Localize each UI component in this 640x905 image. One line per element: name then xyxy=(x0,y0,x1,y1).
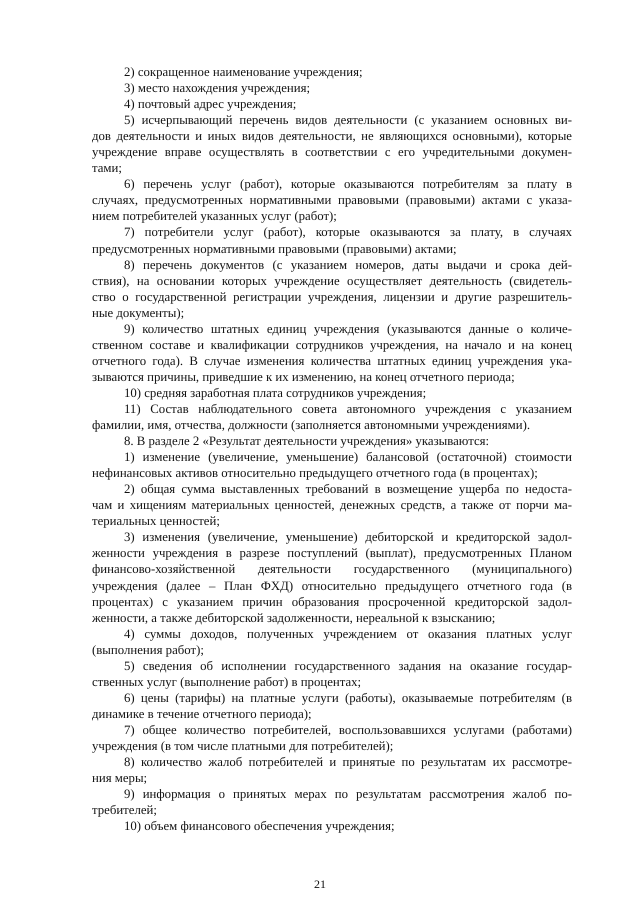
document-body xyxy=(92,64,572,834)
text-line: 7) общее количество потребителей, воспользовавшихся услугами (работами) xyxy=(124,722,572,737)
text-line: ные документы); xyxy=(92,305,185,320)
text-line: предусмотренных нормативными правовыми (правовыми) актами; xyxy=(92,241,457,256)
text-line: 5) исчерпывающий перечень видов деятельности (с указанием основных ви- xyxy=(124,113,572,128)
text-line: 6) перечень услуг (работ), которые оказываются потребителям за плату в xyxy=(124,177,572,192)
text-line: 8) перечень документов (с указанием номеров, даты выдачи и срока дей- xyxy=(124,257,572,272)
text-line: дов деятельности и иных видов деятельности, не являющихся основными), которые xyxy=(92,129,572,144)
text-line: процентах) с указанием причин образования просроченной кредиторской задол- xyxy=(92,594,572,609)
text-line: ствия), на основании которых учреждение осуществляет деятельность (свидетель- xyxy=(92,273,572,288)
text-line: случаях, предусмотренных нормативными правовыми (правовыми) актами с указа- xyxy=(92,193,572,208)
text-line: 7) потребители услуг (работ), которые оказываются за плату, в случаях xyxy=(124,225,572,240)
text-line: нием потребителей указанных услуг (работ); xyxy=(92,209,337,224)
text-line: женности учреждения в разрезе поступлений (выплат), предусмотренных Планом xyxy=(92,546,572,561)
text-line: 10) средняя заработная плата сотрудников учреждения; xyxy=(124,385,427,400)
text-line: 8. В разделе 2 «Результат деятельности учреждения» указываются: xyxy=(124,434,490,449)
text-line: учреждения (далее – План ФХД) относительно предыдущего отчетного года (в xyxy=(92,578,572,593)
text-line: 8) количество жалоб потребителей и принятые по результатам их рассмотре- xyxy=(124,755,572,770)
text-line: 9) количество штатных единиц учреждения (указываются данные о количе- xyxy=(124,321,572,336)
text-line: требителей; xyxy=(92,803,157,818)
text-line: 2) сокращенное наименование учреждения; xyxy=(124,65,363,79)
page-number: 21 xyxy=(314,877,326,891)
text-line: териальных ценностей; xyxy=(92,514,220,529)
text-line: зываются причины, приведшие к их изменению, на конец отчетного периода; xyxy=(92,369,515,384)
text-line: 9) информация о принятых мерах по результатам рассмотрения жалоб по- xyxy=(124,787,572,802)
text-line: динамике в течение отчетного периода); xyxy=(92,706,312,721)
text-line: 5) сведения об исполнении государственного задания на оказание государ- xyxy=(124,658,572,673)
text-line: 3) изменения (увеличение, уменьшение) дебиторской и кредиторской задол- xyxy=(124,530,572,545)
text-line: 4) почтовый адрес учреждения; xyxy=(124,97,297,112)
text-line: ния меры; xyxy=(92,771,148,786)
text-line: ственном составе и квалификации сотрудников учреждения, на начало и на конец xyxy=(92,337,572,352)
text-line: 10) объем финансового обеспечения учреждения; xyxy=(124,819,395,834)
text-line: 2) общая сумма выставленных требований в возмещение ущерба по недоста- xyxy=(124,482,572,497)
text-line: 6) цены (тарифы) на платные услуги (работы), оказываемые потребителям (в xyxy=(124,690,572,705)
text-line: фамилии, имя, отчества, должности (заполняется автономными учреждениями). xyxy=(92,418,531,433)
text-line: учреждение вправе осуществлять в соответствии с его учредительными докумен- xyxy=(92,145,572,160)
text-line: 11) Состав наблюдательного совета автономного учреждения с указанием xyxy=(124,401,572,416)
text-line: ственных услуг (выполнение работ) в процентах; xyxy=(92,674,362,689)
text-line: тами; xyxy=(92,161,122,176)
text-line: чам и хищениям материальных ценностей, денежных средств, а также от порчи ма- xyxy=(92,498,572,513)
text-line: нефинансовых активов относительно предыдущего отчетного года (в процентах); xyxy=(92,466,538,481)
text-line: 1) изменение (увеличение, уменьшение) балансовой (остаточной) стоимости xyxy=(124,450,572,465)
text-line: женности, а также дебиторской задолженности, нереальной к взысканию; xyxy=(92,610,496,625)
text-line: 4) суммы доходов, полученных учреждением от оказания платных услуг xyxy=(124,626,572,641)
text-line: учреждения (в том числе платными для потребителей); xyxy=(92,738,394,753)
text-line: (выполнения работ); xyxy=(92,642,204,657)
text-line: ство о государственной регистрации учреждения, лицензии и другие разрешитель- xyxy=(92,289,572,304)
text-line: 3) место нахождения учреждения; xyxy=(124,81,311,96)
text-line: отчетного года). В случае изменения количества штатных единиц учреждения ука- xyxy=(92,353,572,368)
text-line: финансово-хозяйственной деятельности государственного (муниципального) xyxy=(92,562,572,577)
